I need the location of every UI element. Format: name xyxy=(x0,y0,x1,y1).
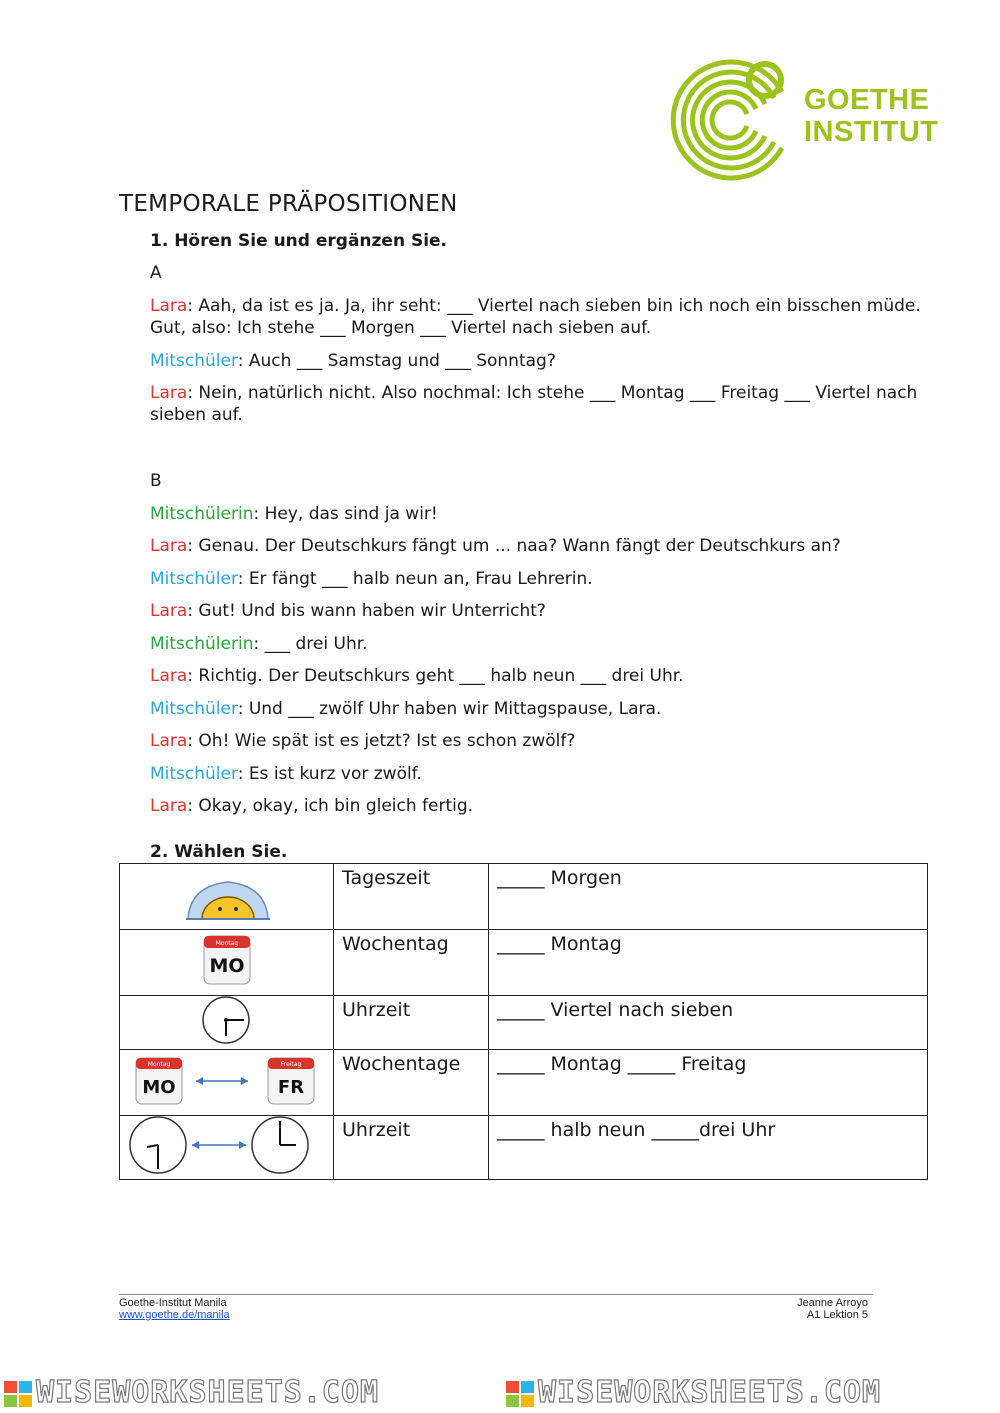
calendar-big-label: MO xyxy=(142,1077,176,1098)
table-cell-phrase: _____ halb neun _____drei Uhr xyxy=(489,1116,928,1180)
table-cell-category: Uhrzeit xyxy=(334,1116,489,1180)
table-row xyxy=(120,996,928,1050)
footer-author: Jeanne Arroyo xyxy=(797,1297,868,1309)
watermark-strip xyxy=(0,1373,1000,1413)
dialogue-line: Mitschüler: Und ___ zwölf Uhr haben wir Mittagspause, Lara. xyxy=(150,699,662,719)
dialogue-line: Lara: Genau. Der Deutschkurs fängt um ... naa? Wann fängt der Deutschkurs an? xyxy=(150,536,841,556)
dialogue-line: Mitschüler: Es ist kurz vor zwölf. xyxy=(150,764,422,784)
calendar-top-label: Montag xyxy=(215,940,239,947)
table-cell-category: Uhrzeit xyxy=(334,996,489,1050)
clock-range-icon xyxy=(120,1116,334,1180)
calendar-top-label: Montag xyxy=(147,1061,171,1068)
calendar-top-label: Freitag xyxy=(280,1061,302,1068)
dialogue-line: Lara: Richtig. Der Deutschkurs geht ___ halb neun ___ drei Uhr. xyxy=(150,666,684,686)
dialogue-line: Lara: Oh! Wie spät ist es jetzt? Ist es schon zwölf? xyxy=(150,731,576,751)
calendar-range-icon xyxy=(120,1050,334,1116)
table-cell-phrase: _____ Montag xyxy=(489,930,928,996)
footer-right xyxy=(797,1297,868,1321)
calendar-big-label: MO xyxy=(209,955,245,977)
watermark-text: WISEWORKSHEETS.COM xyxy=(36,1375,380,1410)
sunrise-icon xyxy=(120,864,334,930)
footer-lesson: A1 Lektion 5 xyxy=(806,1309,868,1321)
table-cell-phrase: _____ Morgen xyxy=(489,864,928,930)
wiseworksheets-logo-icon xyxy=(506,1381,534,1407)
footer-divider xyxy=(119,1294,873,1295)
table-cell-phrase: _____ Viertel nach sieben xyxy=(489,996,928,1050)
table-cell-category: Wochentag xyxy=(334,930,489,996)
dialogue-line: Mitschüler: Auch ___ Samstag und ___ Sonntag? xyxy=(150,351,556,371)
table-row xyxy=(120,1050,928,1116)
calendar-monday-icon xyxy=(120,930,334,996)
clock-icon xyxy=(120,996,334,1050)
dialogue-line: Mitschülerin: ___ drei Uhr. xyxy=(150,634,368,654)
exercise-1-heading: 1. Hören Sie und ergänzen Sie. xyxy=(150,231,448,251)
section-b-label: B xyxy=(150,471,162,491)
choice-table xyxy=(119,863,928,1180)
table-row xyxy=(120,864,928,930)
table-cell-category: Wochentage xyxy=(334,1050,489,1116)
wiseworksheets-logo-icon xyxy=(4,1381,32,1407)
dialogue-line: Lara: Gut! Und bis wann haben wir Unterricht? xyxy=(150,601,546,621)
footer-institute: Goethe-Institut Manila xyxy=(119,1297,227,1309)
page-title: TEMPORALE PRÄPOSITIONEN xyxy=(119,191,458,217)
watermark-text: WISEWORKSHEETS.COM xyxy=(538,1375,882,1410)
footer-link[interactable]: www.goethe.de/manila xyxy=(119,1309,230,1321)
table-cell-phrase: _____ Montag _____ Freitag xyxy=(489,1050,928,1116)
table-cell-category: Tageszeit xyxy=(334,864,489,930)
footer-left xyxy=(119,1297,230,1321)
dialogue-line: Lara: Aah, da ist es ja. Ja, ihr seht: ___ Viertel nach sieben bin ich noch ein bisschen müde. Gut, also: Ich stehe ___ Morgen ___ Viertel nach sieben auf. xyxy=(150,296,921,338)
section-a-label: A xyxy=(150,263,162,283)
calendar-big-label: FR xyxy=(277,1077,305,1098)
dialogue-line: Mitschülerin: Hey, das sind ja wir! xyxy=(150,504,438,524)
table-row xyxy=(120,930,928,996)
dialogue-line: Lara: Nein, natürlich nicht. Also nochmal: Ich stehe ___ Montag ___ Freitag ___ Viertel nach sieben auf. xyxy=(150,383,918,425)
table-row xyxy=(120,1116,928,1180)
dialogue-line: Lara: Okay, okay, ich bin gleich fertig. xyxy=(150,796,474,816)
exercise-2-heading: 2. Wählen Sie. xyxy=(150,842,288,862)
goethe-logo-text: GOETHE INSTITUT xyxy=(804,84,939,148)
dialogue-line: Mitschüler: Er fängt ___ halb neun an, Frau Lehrerin. xyxy=(150,569,593,589)
